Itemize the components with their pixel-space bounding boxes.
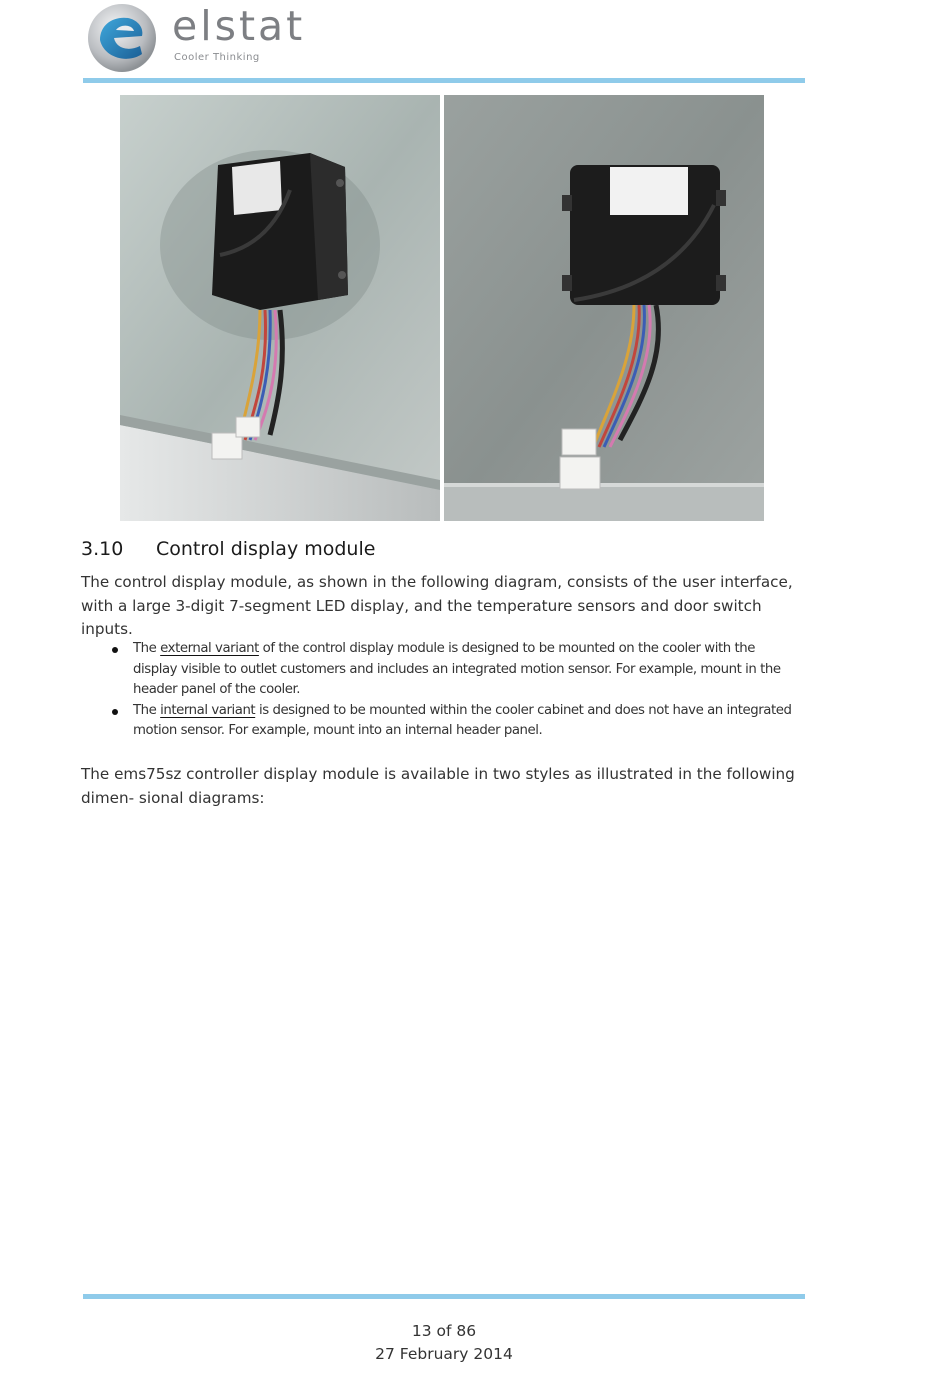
section-title: Control display module — [156, 538, 376, 560]
internal-variant-link[interactable]: internal variant — [160, 702, 256, 718]
page-number: 13 of 86 — [411, 1322, 477, 1340]
variant-list — [110, 639, 800, 742]
closing-paragraph: The ems75sz controller display module is available in two styles as illustrated in the following dimen- sional diagrams: — [81, 765, 795, 807]
intro-paragraph: The control display module, as shown in the following diagram, consists of the user interface, with a large 3-digit 7-segment LED display, and the temperature sensors and door switch inputs. — [81, 573, 793, 638]
bullet-icon — [112, 709, 118, 715]
header-divider — [83, 78, 805, 83]
elstat-logo-icon — [86, 2, 158, 74]
list-item-text: is designed to be mounted within the cooler cabinet and does not have an integrated motion sensor. For example, mount into an internal header panel. — [133, 702, 792, 738]
list-item-text: of the control display module is designed to be mounted on the cooler with the display visible to outlet customers and includes an integrated motion sensor. For example, mount in the header panel of the cooler. — [133, 641, 781, 697]
photo-internal-variant — [444, 95, 764, 521]
list-item-prefix: The — [133, 702, 161, 718]
photo-external-variant — [120, 95, 440, 521]
bullet-icon — [112, 647, 118, 653]
brand-name: elstat — [172, 2, 306, 50]
brand-tagline: Cooler Thinking — [174, 52, 260, 63]
external-variant-link[interactable]: external variant — [160, 641, 259, 656]
list-item — [110, 701, 800, 742]
document-date: 27 February 2014 — [375, 1345, 513, 1363]
footer-divider — [83, 1294, 805, 1299]
section-number: 3.10 — [81, 538, 124, 560]
list-item-prefix: The — [133, 641, 161, 656]
list-item — [110, 639, 800, 701]
